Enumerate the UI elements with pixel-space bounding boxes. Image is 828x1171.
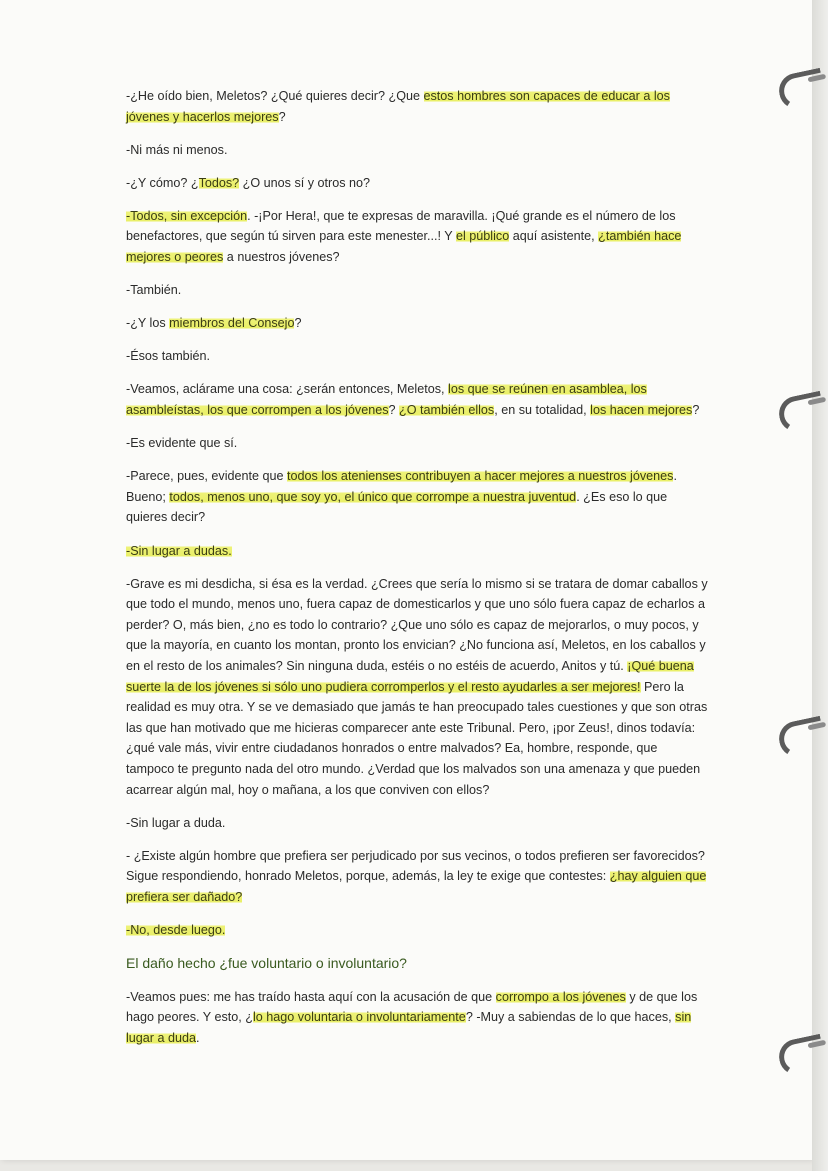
- paragraph: [126, 433, 708, 454]
- highlighted-text: miembros del Consejo: [169, 316, 295, 331]
- paragraph: [126, 206, 708, 268]
- text-run: ?: [692, 403, 700, 418]
- text-run: . Bueno;: [126, 469, 677, 504]
- highlighted-text: -No, desde luego.: [126, 923, 226, 937]
- text-run: y de que los hago peores. Y esto, ¿: [126, 989, 698, 1025]
- highlighted-text: corrompo a los jóvenes: [495, 989, 626, 1004]
- highlighted-text: los que se reúnen en asamblea, los asambleístas, los que corrompen a los jóvenes: [126, 382, 647, 418]
- highlighted-text: el público: [455, 229, 510, 244]
- text-run: -Veamos pues: me has traído hasta aquí con la acusación de que: [126, 989, 496, 1004]
- highlighted-text: estos hombres son capaces de educar a los jóvenes y hacerlos mejores: [126, 89, 670, 124]
- paragraph: [126, 86, 708, 127]
- highlighted-text: -Todos, sin excepción: [126, 208, 248, 223]
- text-run: ? -Muy a sabiendas de lo que haces,: [465, 1010, 676, 1025]
- highlighted-text: Todos?: [198, 175, 240, 190]
- paragraph: [126, 574, 708, 801]
- paragraph: [126, 541, 708, 562]
- document-body: [126, 86, 708, 1061]
- text-run: -También.: [126, 283, 182, 298]
- highlighted-text: ¿también hace mejores o peores: [126, 229, 682, 265]
- paragraph: [126, 987, 708, 1049]
- text-run: -Parece, pues, evidente que: [126, 469, 288, 484]
- text-run: -Grave es mi desdicha, si ésa es la verdad. ¿Crees que sería lo mismo si se tratara de domar caballos y que todo el mundo, menos uno, fuera capaz de domesticarlos y que uno sólo fuera capaz de echarlos a perder? O, más bien, ¿no es todo lo contrario? ¿Que uno sólo es capaz de mejorarlos, o muy pocos, y que la mayoría, en cuanto los montan, pronto los envician? ¿No funciona así, Meletos, en los caballos y en el resto de los animales? Sin ninguna duda, estéis o no estéis de acuerdo, Anitos y tú.: [126, 576, 708, 673]
- text-run: -¿Y los: [126, 316, 170, 331]
- text-run: ?: [278, 109, 286, 124]
- highlighted-text: lo hago voluntaria o involuntariamente: [252, 1010, 466, 1025]
- text-run: a nuestros jóvenes?: [223, 250, 340, 265]
- text-run: - ¿Existe algún hombre que prefiera ser perjudicado por sus vecinos, o todos prefieren ser favorecidos? Sigue respondiendo, honrado Meletos, porque, además, la ley te exige que contestes:: [126, 848, 705, 884]
- highlighted-text: los hacen mejores: [590, 403, 693, 418]
- paragraph: [126, 466, 708, 528]
- text-run: -Es evidente que sí.: [126, 436, 238, 451]
- page-edge: [812, 0, 828, 1171]
- text-run: Pero la realidad es muy otra. Y se ve demasiado que jamás te han preocupado tales cuestiones y que son otras las que han motivado que me hicieras comparecer ante este Tribunal. Pero, ¡por Zeus!, dinos todavía: ¿qué vale más, vivir entre ciudadanos honrados o entre malvados? Ea, hombre, responde, que tampoco te pregunto nada del otro mundo. ¿Verdad que los malvados son una amenaza y que pueden acarrear algún mal, hoy o mañana, a los que conviven con ellos?: [126, 679, 708, 797]
- paragraph: [126, 313, 708, 334]
- text-run: ¿O unos sí y otros no?: [239, 175, 371, 190]
- text-run: -Veamos, aclárame una cosa: ¿serán entonces, Meletos,: [126, 382, 449, 397]
- text-run: -Ésos también.: [126, 349, 210, 364]
- highlighted-text: ¡Qué buena suerte la de los jóvenes si sólo uno pudiera corromperlos y el resto ayudarles a ser mejores!: [126, 658, 694, 694]
- highlighted-text: ¿hay alguien que prefiera ser dañado?: [126, 869, 707, 904]
- paragraph: [126, 920, 708, 941]
- text-run: -Ni más ni menos.: [126, 142, 228, 157]
- text-run: , en su totalidad,: [494, 403, 591, 418]
- dialogue-paragraphs: [126, 86, 708, 941]
- text-run: ?: [294, 316, 302, 331]
- highlighted-text: ¿O también ellos: [399, 403, 495, 418]
- text-run: -Sin lugar a duda.: [126, 815, 226, 830]
- paragraph: [126, 346, 708, 367]
- paragraph: [126, 140, 708, 161]
- text-run: aquí asistente,: [509, 229, 599, 244]
- paragraph: [126, 846, 708, 908]
- text-run: . ¿Es eso lo que quieres decir?: [126, 489, 668, 525]
- text-run: -¿Y cómo? ¿: [126, 175, 199, 190]
- highlighted-text: todos los atenienses contribuyen a hacer mejores a nuestros jóvenes: [287, 469, 674, 484]
- text-run: ?: [388, 403, 400, 418]
- section-heading: El daño hecho ¿fue voluntario o involuntario?: [126, 955, 407, 972]
- paragraph: [126, 379, 708, 420]
- paragraph: [126, 173, 708, 194]
- paragraph: [126, 280, 708, 301]
- highlighted-text: todos, menos uno, que soy yo, el único que corrompe a nuestra juventud: [169, 489, 577, 504]
- text-run: . -¡Por Hera!, que te expresas de maravilla. ¡Qué grande es el número de los benefactores, que según tú sirven para este menester...! Y: [126, 208, 676, 244]
- text-run: .: [196, 1030, 200, 1045]
- text-run: -¿He oído bien, Meletos? ¿Qué quieres decir? ¿Que: [126, 89, 424, 103]
- paragraph: [126, 813, 708, 834]
- highlighted-text: sin lugar a duda: [126, 1010, 692, 1045]
- highlighted-text: -Sin lugar a dudas.: [126, 543, 232, 558]
